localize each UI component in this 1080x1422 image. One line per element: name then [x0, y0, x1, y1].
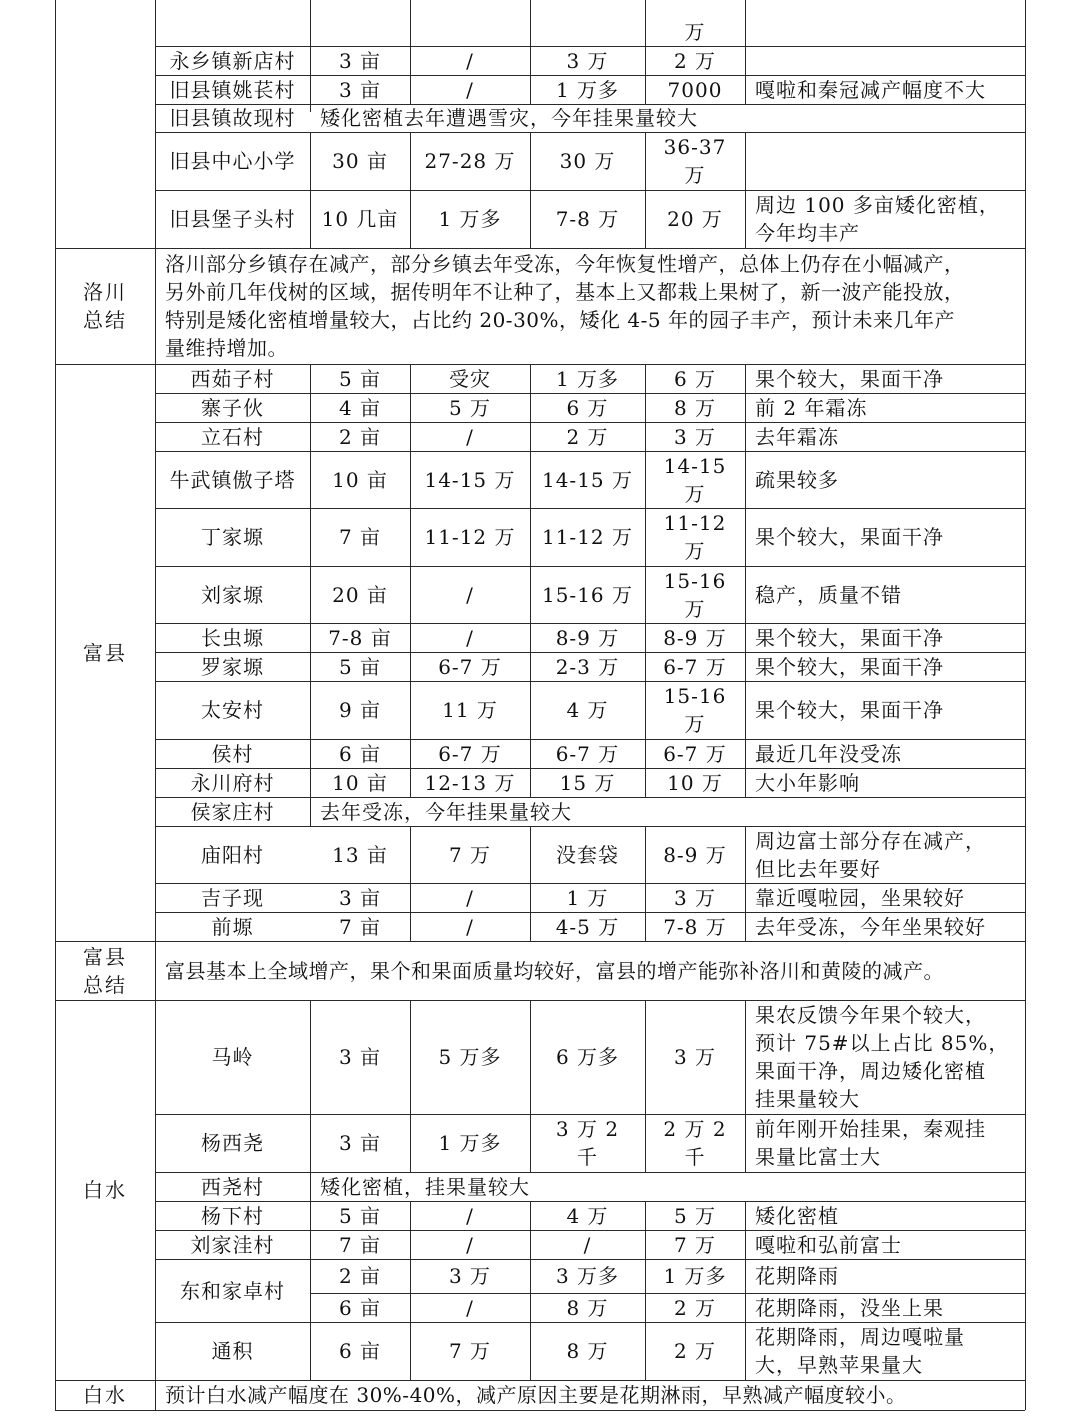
- table-cell-note: 果个较大，果面干净: [755, 698, 944, 722]
- region-label: 白水: [83, 1178, 127, 1202]
- table-cell-this-year: 11-12 万: [541, 525, 633, 549]
- table-cell-last-year: 3 万: [448, 1264, 492, 1288]
- table-cell-this-year: 3 万: [566, 48, 609, 73]
- table-cell-village: 旧县中心小学: [169, 149, 296, 173]
- table-cell-this-year: 8 万: [566, 1295, 609, 1320]
- table-cell-expect: 6-7 万: [663, 741, 727, 766]
- table-cell-area: 5 亩: [338, 654, 382, 679]
- table-cell-note: 稳产，质量不错: [755, 582, 902, 607]
- table-cell-last-year: 7 万: [448, 842, 492, 867]
- table-cell-last-year: /: [466, 1232, 474, 1257]
- table-cell-note: 周边 100 多亩矮化密植， 今年均丰产: [755, 193, 1000, 245]
- table-cell-area: 10 几亩: [321, 207, 399, 231]
- table-cell-village: 前塬: [211, 914, 254, 939]
- table-cell-village: 旧县镇姚苌村: [169, 77, 296, 102]
- table-cell-this-year: 30 万: [559, 149, 616, 173]
- table-cell-last-year: 受灾: [449, 366, 491, 391]
- table-cell-note: 靠近嘎啦园，坐果较好: [755, 885, 965, 910]
- table-cell-last-year: /: [466, 1295, 474, 1320]
- table-cell-village: 刘家塬: [201, 582, 264, 607]
- table-cell-expect: 7-8 万: [663, 914, 727, 939]
- table-cell-village: 侯家庄村: [190, 799, 275, 824]
- table-cell-this-year: 1 万多: [555, 77, 620, 102]
- table-cell-area: 9 亩: [338, 698, 382, 722]
- table-cell-area: 10 亩: [332, 770, 388, 795]
- table-cell-span-note: 去年受冻，今年挂果量较大: [320, 799, 572, 824]
- table-cell-village: 庙阳村: [201, 842, 264, 867]
- table-cell-note: 去年受冻，今年坐果较好: [755, 914, 986, 939]
- table-cell-this-year: 6 万: [566, 395, 609, 420]
- table-cell-area: 7 亩: [338, 1232, 382, 1257]
- table-cell-area: 6 亩: [338, 1339, 382, 1363]
- table-cell-village: 西茹子村: [190, 366, 275, 391]
- table-cell-expect: 2 万: [673, 1339, 717, 1363]
- table-cell-village: 寨子伙: [201, 395, 264, 420]
- table-cell-last-year: /: [466, 625, 474, 650]
- table-cell-expect: 14-15 万: [663, 453, 727, 506]
- table-cell-last-year: 12-13 万: [424, 770, 516, 795]
- region-summary: 预计白水减产幅度在 30%-40%，减产原因主要是花期淋雨，早熟减产幅度较小。: [165, 1383, 907, 1407]
- table-cell-last-year: /: [466, 1203, 474, 1228]
- table-cell-this-year: 3 万 2 千: [555, 1117, 620, 1169]
- table-cell-note: 嘎啦和秦冠减产幅度不大: [755, 77, 986, 102]
- table-cell-village: 通积: [211, 1339, 254, 1363]
- table-cell-area: 3 亩: [338, 48, 382, 73]
- table-cell-this-year: 6-7 万: [555, 741, 620, 766]
- table-cell-note: 嘎啦和弘前富士: [755, 1232, 902, 1257]
- table-cell-expect: 7 万: [673, 1232, 717, 1257]
- table-cell-village: 杨西尧: [201, 1131, 264, 1155]
- table-cell-expect: 3 万: [673, 424, 717, 449]
- table-cell-note: 矮化密植: [755, 1203, 839, 1228]
- table-cell-this-year: 4 万: [566, 1203, 609, 1228]
- table-cell-village: 旧县镇故现村: [169, 106, 296, 130]
- table-cell-expect: 3 万: [673, 885, 717, 910]
- table-cell-village: 太安村: [201, 698, 264, 722]
- table-cell-this-year: 8-9 万: [555, 625, 620, 650]
- table-cell-note: 最近几年没受冻: [755, 741, 902, 766]
- table-cell-last-year: 11 万: [442, 698, 498, 722]
- table-cell-this-year: 4-5 万: [555, 914, 620, 939]
- table-cell-last-year: 7 万: [448, 1339, 492, 1363]
- table-cell-last-year: /: [466, 48, 474, 73]
- table-cell-village: 旧县堡子头村: [169, 207, 296, 231]
- table-cell-expect: 8 万: [673, 395, 717, 420]
- table-cell-last-year: 11-12 万: [424, 525, 516, 549]
- table-cell-expect: 8-9 万: [663, 842, 727, 867]
- table-cell-expect: 2 万 2 千: [663, 1117, 727, 1169]
- region-label: 富县 总结: [83, 944, 127, 997]
- table-cell-expect: 10 万: [667, 770, 723, 795]
- table-cell-expect: 8-9 万: [663, 625, 727, 650]
- table-cell-expect: 2 万: [673, 48, 717, 73]
- table-cell-note: 果农反馈今年果个较大， 预计 75#以上占比 85%， 果面干净，周边矮化密植 挂果量较大: [755, 1003, 1010, 1111]
- table-cell-village: 吉子现: [201, 885, 264, 910]
- table-cell-village: 东和家卓村: [180, 1278, 285, 1303]
- region-label: 富县: [83, 640, 127, 665]
- table-cell-this-year: 15-16 万: [541, 582, 633, 607]
- table-cell-this-year: 6 万多: [555, 1045, 620, 1069]
- table-cell-note: 花期降雨，周边嘎啦量 大，早熟苹果量大: [755, 1325, 965, 1377]
- table-cell-this-year: /: [583, 1232, 592, 1257]
- table-cell-area: 2 亩: [338, 1264, 382, 1288]
- table-cell-area: 3 亩: [338, 1131, 382, 1155]
- table-cell-last-year: /: [466, 424, 474, 449]
- table-cell-expect: 2 万: [673, 1295, 717, 1320]
- table-cell-village: 罗家塬: [201, 654, 264, 679]
- table-cell-this-year: 8 万: [566, 1339, 609, 1363]
- table-cell-note: 去年霜冻: [755, 424, 839, 449]
- table-cell-area: 20 亩: [332, 582, 388, 607]
- region-summary: 洛川部分乡镇存在减产，部分乡镇去年受冻，今年恢复性增产，总体上仍存在小幅减产， 另外前几年伐树的区域，据传明年不让种了，基本上又都栽上果树了，新一波产能投放， 特别是矮化密植增量较大，占比约 20-30%，矮化 4-5 年的园子丰产，预计未来几年产 量维持增加。: [165, 252, 965, 360]
- table-cell-note: 疏果较多: [755, 467, 839, 492]
- region-label: 洛川 总结: [83, 280, 127, 332]
- table-cell-this-year: 2-3 万: [555, 654, 620, 679]
- table-cell-area: 7 亩: [338, 525, 382, 549]
- region-label: 白水: [83, 1383, 127, 1407]
- table-cell-expect: 15-16 万: [663, 684, 727, 736]
- table-cell-area: 7 亩: [338, 914, 382, 939]
- table-cell-expect: 15-16 万: [663, 568, 727, 621]
- table-cell-this-year: 1 万: [566, 885, 609, 910]
- table-cell-note: 大小年影响: [755, 770, 860, 795]
- table-cell-expect: 36-37 万: [663, 135, 727, 187]
- table-cell-last-year: 1 万多: [438, 1131, 502, 1155]
- table-cell-village: 侯村: [211, 741, 254, 766]
- table-cell-village: 丁家塬: [201, 525, 264, 549]
- table-cell-area: 3 亩: [338, 1045, 382, 1069]
- table-cell-expect: 20 万: [667, 207, 723, 231]
- table-cell-this-year: 4 万: [566, 698, 609, 722]
- table-cell-area: 5 亩: [338, 1203, 382, 1228]
- table-cell-note: 周边富士部分存在减产， 但比去年要好: [755, 828, 986, 881]
- table-cell-last-year: 1 万多: [438, 207, 502, 231]
- table-cell-note: 前年刚开始挂果，秦观挂 果量比富士大: [755, 1117, 986, 1169]
- table-cell-area: 4 亩: [338, 395, 382, 420]
- table-cell-expect: 6 万: [673, 366, 717, 391]
- table-cell-note: 前 2 年霜冻: [755, 395, 868, 420]
- table-cell-village: 长虫塬: [201, 625, 264, 650]
- table-cell-village: 永川府村: [190, 770, 275, 795]
- table-cell-this-year: 15 万: [559, 770, 616, 795]
- table-cell-last-year: 6-7 万: [438, 741, 502, 766]
- table-cell-area: 3 亩: [338, 885, 382, 910]
- table-cell-this-year: 1 万多: [555, 366, 620, 391]
- table-cell-expect: 1 万多: [663, 1264, 727, 1288]
- table-cell-last-year: /: [466, 914, 474, 939]
- table-cell-this-year: 7-8 万: [555, 207, 620, 231]
- table-cell-expect: 3 万: [673, 1045, 717, 1069]
- table-cell-area: 6 亩: [338, 741, 382, 766]
- table-cell-last-year: /: [466, 582, 474, 607]
- table-cell-area: 7-8 亩: [328, 625, 392, 650]
- table-cell-expect: 11-12 万: [663, 511, 727, 563]
- table-cell-village: 牛武镇傲子塔: [169, 467, 296, 492]
- table-cell-note: 果个较大，果面干净: [755, 625, 944, 650]
- table-cell-area: 30 亩: [332, 149, 388, 173]
- table-cell-this-year: 14-15 万: [541, 467, 633, 492]
- table-cell-last-year: 5 万: [448, 395, 492, 420]
- table-cell-expect: 万: [684, 20, 706, 44]
- table-cell-area: 10 亩: [332, 467, 388, 492]
- table-cell-expect: 6-7 万: [663, 654, 727, 679]
- table-cell-village: 杨下村: [201, 1203, 264, 1228]
- table-cell-note: 果个较大，果面干净: [755, 525, 944, 549]
- table-cell-village: 马岭: [211, 1045, 254, 1069]
- table-cell-area: 5 亩: [338, 366, 382, 391]
- table-cell-last-year: /: [466, 77, 474, 102]
- table-cell-note: 果个较大，果面干净: [755, 654, 944, 679]
- region-summary: 富县基本上全域增产，果个和果面质量均较好，富县的增产能弥补洛川和黄陵的减产。: [165, 958, 944, 983]
- row-line: [55, 1410, 1025, 1411]
- table-cell-this-year: 3 万多: [555, 1264, 620, 1288]
- table-cell-note: 花期降雨: [755, 1264, 839, 1288]
- table-cell-last-year: 5 万多: [438, 1045, 502, 1069]
- table-cell-village: 立石村: [201, 424, 264, 449]
- table-cell-this-year: 没套袋: [556, 842, 619, 867]
- table-cell-span-note: 矮化密植，挂果量较大: [320, 1174, 530, 1199]
- table-cell-village: 西尧村: [201, 1174, 264, 1199]
- table-cell-village: 刘家洼村: [190, 1232, 275, 1257]
- table-border-right: [1025, 0, 1026, 1410]
- table-cell-area: 3 亩: [338, 77, 382, 102]
- table-cell-area: 2 亩: [338, 424, 382, 449]
- table-cell-note: 果个较大，果面干净: [755, 366, 944, 391]
- table-cell-village: 永乡镇新店村: [169, 48, 296, 73]
- table-cell-expect: 7000: [667, 77, 723, 102]
- table-cell-area: 13 亩: [332, 842, 388, 867]
- table-cell-expect: 5 万: [673, 1203, 717, 1228]
- table-cell-area: 6 亩: [338, 1295, 382, 1320]
- table-cell-last-year: 27-28 万: [424, 149, 516, 173]
- table-cell-span-note: 矮化密植去年遭遇雪灾，今年挂果量较大: [320, 106, 698, 130]
- table-cell-note: 花期降雨，没坐上果: [755, 1295, 944, 1320]
- table-cell-last-year: 14-15 万: [424, 467, 516, 492]
- table-cell-this-year: 2 万: [566, 424, 609, 449]
- table-cell-last-year: /: [466, 885, 474, 910]
- table-cell-last-year: 6-7 万: [438, 654, 502, 679]
